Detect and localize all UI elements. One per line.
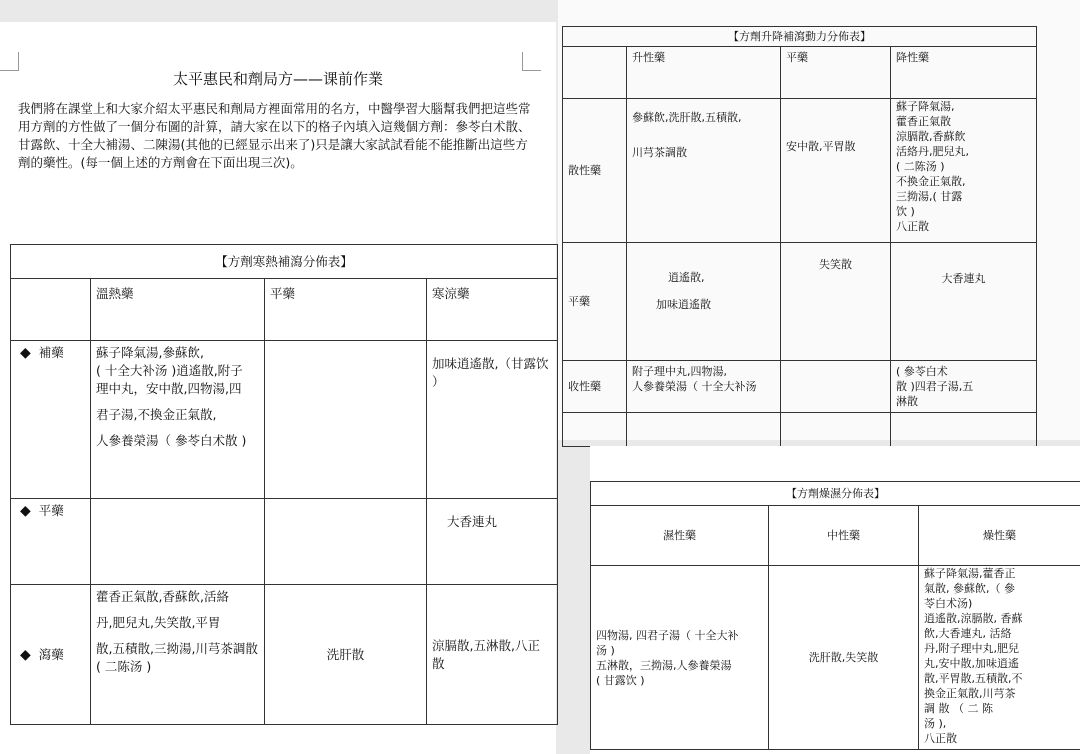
document-title: 太平惠民和劑局方——课前作業 — [172, 70, 383, 88]
cell-neutral-cold: 大香連丸 — [427, 499, 558, 585]
cell-dry: 蘇子降氣湯,藿香正 氣散, 參蘇飲,（ 參 苓白术汤) 逍遙散,涼膈散, 香蘇 飲,大香連丸, 活絡 丹,附子理中丸,肥兒 丸,安中散,加味逍遙 散,平胃散,五積散,不 換金正氣散,川芎茶 調 散 （ 二 陈 汤 ), 八正散 — [919, 566, 1080, 750]
right-bottom-document-page — [590, 446, 1080, 754]
cell-astringe-down: ( 參苓白术 散 )四君子湯,五 淋散 — [891, 361, 1037, 413]
header-neutral: 中性藥 — [769, 506, 919, 566]
bullet-icon: ◆ — [20, 345, 31, 361]
row-label-neutral: ◆ 平藥 — [11, 499, 91, 585]
cell-neutral-down: 大香連丸 — [891, 243, 1037, 361]
bullet-icon: ◆ — [20, 646, 31, 663]
bullet-icon: ◆ — [20, 503, 31, 519]
dry-wet-table — [590, 481, 1080, 750]
cell-neutral-neutral — [265, 499, 427, 585]
empty-cell — [781, 413, 891, 447]
empty-cell — [563, 413, 627, 447]
header-warm: 溫熱藥 — [91, 279, 265, 341]
header-up: 升性藥 — [627, 47, 781, 99]
header-cold: 寒涼藥 — [427, 279, 558, 341]
cell-neutral-neutral: 失笑散 — [781, 243, 891, 361]
cell-disperse-down: 蘇子降氣湯, 藿香正氣散 涼膈散,香蘇飲 活絡丹,肥兒丸, ( 二陈汤 ) 不換金正氣散, 三拗湯,( 甘露 饮 ) 八正散 — [891, 99, 1037, 243]
corner-cell — [563, 47, 627, 99]
header-neutral: 平藥 — [781, 47, 891, 99]
cell-neutral: 洗肝散,失笑散 — [769, 566, 919, 750]
cell-purge-cold: 涼膈散,五淋散,八正散 — [427, 585, 558, 725]
cell-purge-warm: 藿香正氣散,香蘇飲,活絡 丹,肥兒丸,失笑散,平胃 散,五積散,三拗湯,川芎茶調散( 二陈汤 ) — [91, 585, 265, 725]
cell-disperse-neutral: 安中散,平胃散 — [781, 99, 891, 243]
right-top-document-page — [558, 0, 1080, 440]
cell-wet: 四物湯, 四君子湯（ 十全大补 汤 ) 五淋散，三拗湯,人參養榮湯 ( 甘露饮 ) — [591, 566, 769, 750]
empty-cell — [891, 413, 1037, 447]
header-neutral: 平藥 — [265, 279, 427, 341]
header-dry: 燥性藥 — [919, 506, 1080, 566]
cell-neutral-warm — [91, 499, 265, 585]
cell-tonify-neutral — [265, 341, 427, 499]
cell-disperse-up: 參蘇飲,洗肝散,五積散, 川芎茶調散 — [627, 99, 781, 243]
row-label-astringe: 收性藥 — [563, 361, 627, 413]
cell-purge-neutral: 洗肝散 — [265, 585, 427, 725]
cell-tonify-warm: 蘇子降氣湯,參蘇飲, ( 十全大补汤 )逍遙散,附子 理中丸，安中散,四物湯,四 君子湯,不換金正氣散, 人參養榮湯（ 參苓白术散 ) — [91, 341, 265, 499]
up-down-table — [562, 26, 1037, 447]
table-caption: 【方劑寒熱補瀉分佈表】 — [11, 245, 558, 279]
empty-cell — [627, 413, 781, 447]
table-caption: 【方劑升降補瀉動力分佈表】 — [563, 27, 1037, 47]
row-label-tonify: ◆ 補藥 — [11, 341, 91, 499]
intro-paragraph: 我們將在課堂上和大家介紹太平惠民和劑局方裡面常用的名方，中醫學習大腦幫我們把這些常用方劑的方性做了一個分布圖的計算，請大家在以下的格子內填入這幾個方劑：參苓白术散、甘露飲、十全大補湯、二陳湯(其他的已經显示出来了)只是讓大家試試看能不能推斷出這些方劑的藥性。(每一個上述的方劑會在下面出現三次)。 — [18, 101, 531, 170]
row-label-purge: ◆ 瀉藥 — [11, 585, 91, 725]
table-caption: 【方劑燥濕分佈表】 — [591, 482, 1080, 506]
cell-astringe-neutral — [781, 361, 891, 413]
cell-astringe-up: 附子理中丸,四物湯, 人參養榮湯（ 十全大补汤 — [627, 361, 781, 413]
row-label-neutral: 平藥 — [563, 243, 627, 361]
cell-neutral-up: 逍遙散, 加味逍遙散 — [627, 243, 781, 361]
header-wet: 濕性藥 — [591, 506, 769, 566]
corner-cell — [11, 279, 91, 341]
left-document-page — [0, 22, 556, 754]
header-down: 降性藥 — [891, 47, 1037, 99]
row-label-disperse: 散性藥 — [563, 99, 627, 243]
cell-tonify-cold: 加味逍遙散,（甘露饮 ） — [427, 341, 558, 499]
cold-heat-table — [10, 244, 558, 725]
